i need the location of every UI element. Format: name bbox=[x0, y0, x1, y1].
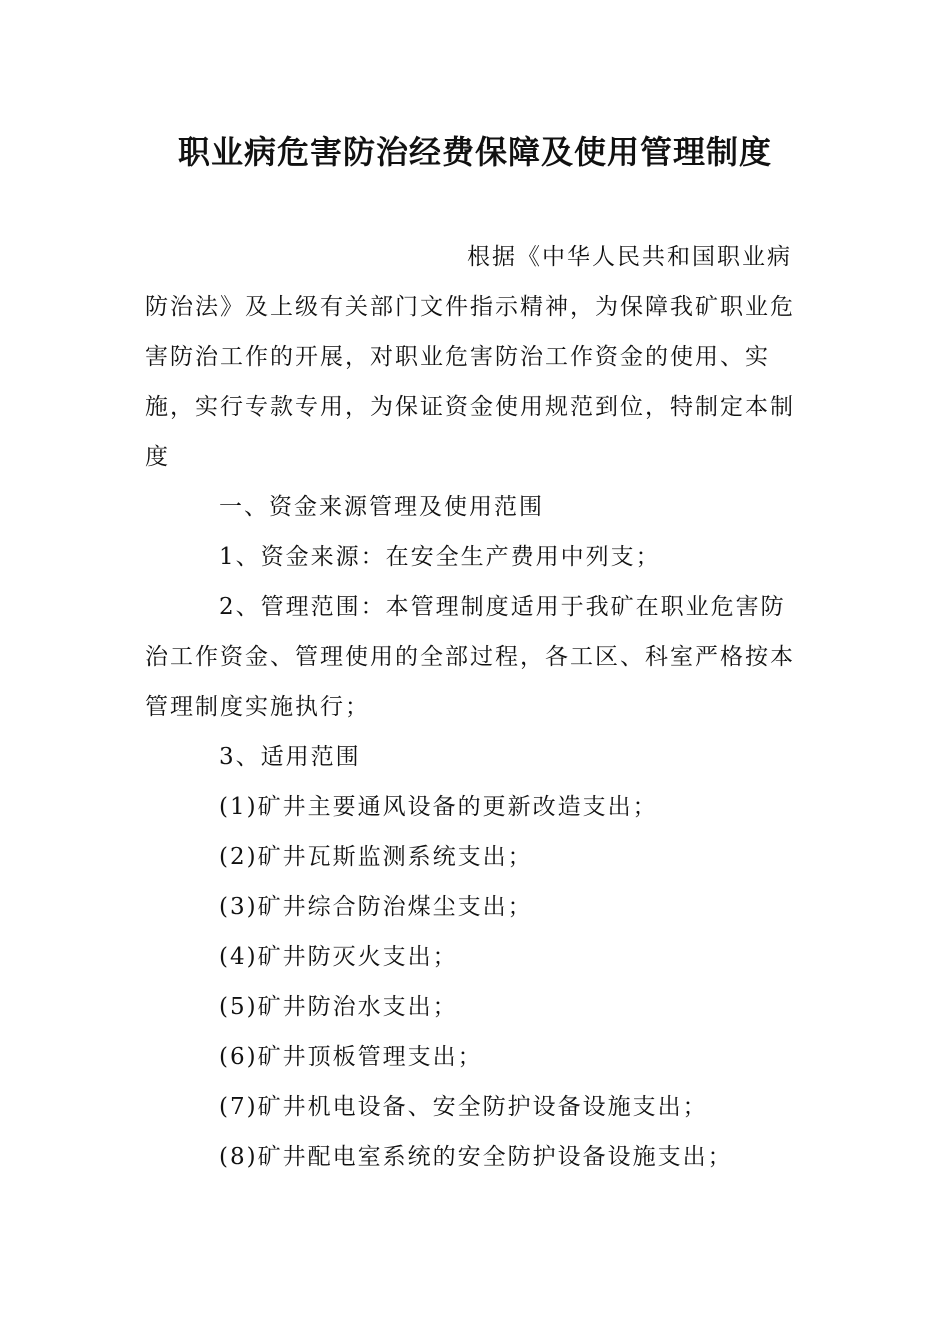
list-item: (5)矿井防治水支出； bbox=[219, 994, 458, 1020]
paragraph-management-scope: 2、管理范围：本管理制度适用于我矿在职业危害防治工作资金、管理使用的全部过程，各工区、科室严格按本管理制度实施执行； bbox=[145, 594, 795, 720]
list-item: (7)矿井机电设备、安全防护设备设施支出； bbox=[219, 1094, 708, 1120]
paragraph-funding-source: 1、资金来源：在安全生产费用中列支； bbox=[219, 544, 661, 570]
list-item: (2)矿井瓦斯监测系统支出； bbox=[219, 844, 533, 870]
list-item: (8)矿井配电室系统的安全防护设备设施支出； bbox=[219, 1144, 733, 1170]
list-item: (6)矿井顶板管理支出； bbox=[219, 1044, 483, 1070]
list-item: (3)矿井综合防治煤尘支出； bbox=[219, 894, 533, 920]
list-item: (4)矿井防灭火支出； bbox=[219, 944, 458, 970]
paragraph-application-scope: 3、适用范围 bbox=[219, 744, 361, 770]
document-title: 职业病危害防治经费保障及使用管理制度 bbox=[177, 133, 772, 171]
document-body bbox=[145, 232, 805, 1182]
intro-paragraph: 根据《中华人民共和国职业病防治法》及上级有关部门文件指示精神，为保障我矿职业危害防治工作的开展，对职业危害防治工作资金的使用、实施，实行专款专用，为保证资金使用规范到位，特制定本制度 bbox=[145, 244, 795, 470]
section-heading-funding: 一、资金来源管理及使用范围 bbox=[219, 494, 544, 520]
list-item: (1)矿井主要通风设备的更新改造支出； bbox=[219, 794, 658, 820]
